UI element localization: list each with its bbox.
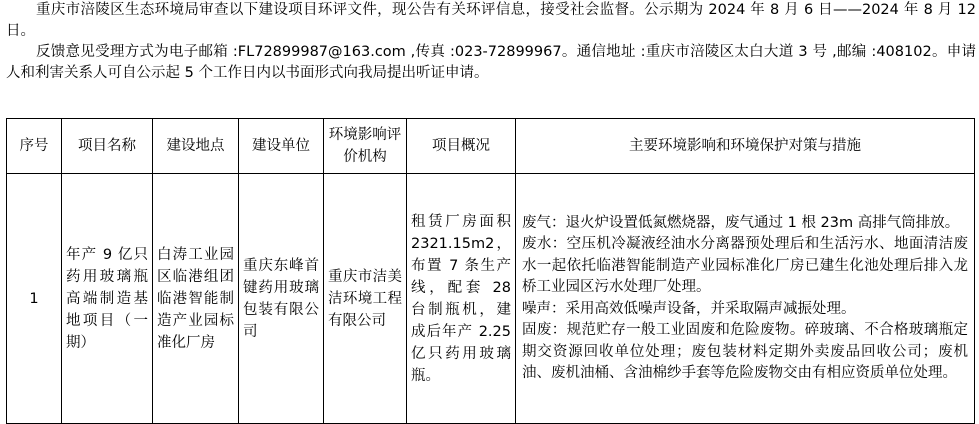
notice-intro [6, 0, 976, 84]
notice-paragraph-period: 重庆市涪陵区生态环境局审查以下建设项目环评文件，现公告有关环评信息，接受社会监督。公示期为 2024 年 8 月 6 日——2024 年 8 月 12 日。 [6, 2, 976, 39]
project-table [6, 118, 975, 424]
cell-overview: 租赁厂房面积 2321.15m2，布置 7 条生产线，配套 28 台制瓶机，建成后年产 2.25 亿只药用玻璃瓶。 [407, 174, 516, 424]
header-assessment-agency: 环境影响评价机构 [324, 119, 407, 174]
measure-exhaust-gas: 废气：退火炉设置低氮燃烧器，废气通过 1 根 23m 高排气筒排放。 [522, 214, 960, 231]
cell-assessment-agency: 重庆市洁美洁环境工程有限公司 [324, 174, 407, 424]
measure-wastewater: 废水：空压机冷凝液经油水分离器预处理后和生活污水、地面清洁废水一起依托临港智能制造产业园标准化厂房已建生化池处理后排入龙桥工业园区污水处理厂处理。 [522, 236, 968, 295]
header-overview: 项目概况 [407, 119, 516, 174]
table-header-row [7, 119, 975, 174]
cell-measures [516, 174, 975, 424]
cell-no: 1 [7, 174, 62, 424]
header-location: 建设地点 [153, 119, 239, 174]
notice-paragraph-feedback: 反馈意见受理方式为电子邮箱 :FL72899987@163.com ,传真 :023-72899967。通信地址 :重庆市涪陵区太白大道 3 号 ,邮编 :408102。申请人和利害关系人可自公示起 5 个工作日内以书面形式向我局提出听证申请。 [6, 44, 976, 81]
table-row [7, 174, 975, 424]
measure-solid-waste: 固废：规范贮存一般工业固废和危险废物。碎玻璃、不合格玻璃瓶定期交资源回收单位处理；废包装材料定期外卖废品回收公司；废机油、废机油桶、含油棉纱手套等危险废物交由有相应资质单位处理。 [522, 322, 968, 381]
cell-project-name: 年产 9 亿只药用玻璃瓶高端制造基地项目（一期） [62, 174, 153, 424]
cell-location: 白涛工业园区临港组团临港智能制造产业园标准化厂房 [153, 174, 239, 424]
header-no: 序号 [7, 119, 62, 174]
header-construction-unit: 建设单位 [239, 119, 324, 174]
measure-noise: 噪声：采用高效低噪声设备，并采取隔声减振处理。 [522, 300, 856, 317]
cell-construction-unit: 重庆东峰首键药用玻璃包装有限公司 [239, 174, 324, 424]
header-project-name: 项目名称 [62, 119, 153, 174]
header-measures: 主要环境影响和环境保护对策与措施 [516, 119, 975, 174]
